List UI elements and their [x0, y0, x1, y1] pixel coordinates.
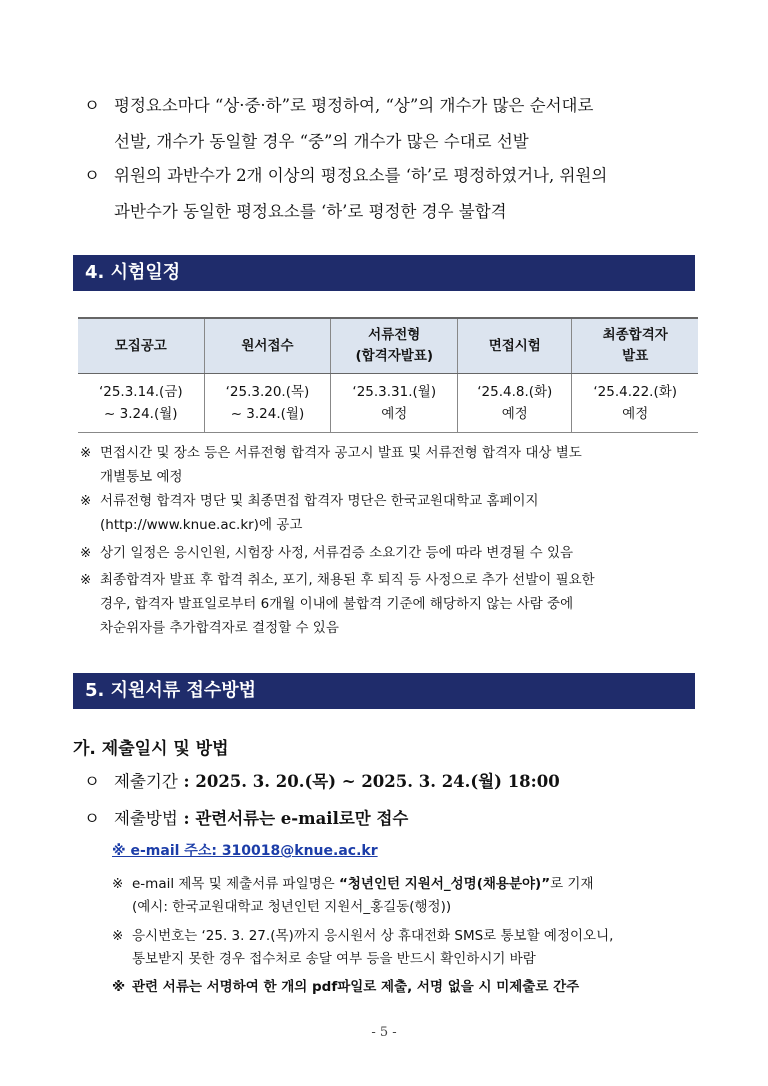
header-cell: 면접시험 — [458, 318, 572, 374]
method-colon: : — [177, 809, 196, 828]
bullet-marker: ㅇ — [84, 166, 100, 185]
req-text: 관련 서류는 서명하여 한 개의 pdf파일로 제출, 서명 없을 시 미제출로 간주 — [132, 979, 580, 995]
note-text: 개별통보 예정 — [100, 469, 183, 485]
date-cell: ‘25.3.20.(목) ~ 3.24.(월) — [204, 374, 331, 433]
section-5-header: 5. 지원서류 접수방법 — [73, 673, 695, 709]
bullet-marker: ㅇ — [84, 809, 100, 828]
period-label: 제출기간 — [114, 772, 178, 791]
period-colon: : — [177, 772, 196, 791]
date-cell: ‘25.4.22.(화) 예정 — [572, 374, 698, 433]
note-text: 최종합격자 발표 후 합격 취소, 포기, 채용된 후 퇴직 등 사정으로 추가 선발이 필요한 — [100, 572, 595, 588]
note-marker: ※ — [112, 928, 124, 944]
note-marker: ※ — [112, 979, 126, 995]
header-cell: 최종합격자 발표 — [572, 318, 698, 374]
schedule-header-row — [78, 318, 698, 374]
header-cell: 서류전형 (합격자발표) — [331, 318, 458, 374]
note-text: (http://www.knue.ac.kr)에 공고 — [100, 517, 303, 533]
submission-period — [84, 767, 560, 797]
bullet-marker: ㅇ — [84, 96, 100, 115]
schedule-note-3 — [80, 541, 696, 565]
req-bold-text: “청년인턴 지원서_성명(채용분야)” — [339, 876, 551, 892]
note-marker: ※ — [80, 445, 92, 461]
note-text: 상기 일정은 응시인원, 시험장 사정, 서류검증 소요기간 등에 따라 변경될 수 있음 — [100, 545, 574, 561]
header-cell: 원서접수 — [204, 318, 331, 374]
criteria-item-1 — [84, 88, 704, 160]
note-text: 면접시간 및 장소 등은 서류전형 합격자 공고시 발표 및 서류전형 합격자 대상 별도 — [100, 445, 582, 461]
schedule-table — [78, 317, 698, 433]
page-number: - 5 - — [371, 1025, 397, 1040]
criteria-item-2-line2: 과반수가 동일한 평정요소를 ‘하’로 평정한 경우 불합격 — [114, 202, 507, 221]
submission-method — [84, 804, 408, 834]
schedule-note-1 — [80, 441, 696, 489]
bullet-marker: ㅇ — [84, 772, 100, 791]
schedule-note-4 — [80, 568, 696, 640]
requirement-2 — [112, 925, 702, 971]
note-marker: ※ — [112, 876, 124, 892]
note-text: 서류전형 합격자 명단 및 최종면접 합격자 명단은 한국교원대학교 홈페이지 — [100, 493, 539, 509]
method-value: 관련서류는 e-mail로만 접수 — [195, 809, 409, 828]
schedule-note-2 — [80, 489, 696, 537]
criteria-item-1-line2: 선발, 개수가 동일할 경우 “중”의 개수가 많은 수대로 선발 — [114, 132, 529, 151]
req-text: e-mail 제목 및 제출서류 파일명은 — [132, 876, 340, 892]
note-text: 차순위자를 추가합격자로 결정할 수 있음 — [100, 620, 339, 636]
date-cell: ‘25.3.14.(금) ~ 3.24.(월) — [78, 374, 204, 433]
section-4-header: 4. 시험일정 — [73, 255, 695, 291]
date-cell: ‘25.3.31.(월) 예정 — [331, 374, 458, 433]
req-text: 통보받지 못한 경우 접수처로 송달 여부 등을 반드시 확인하시기 바람 — [132, 951, 536, 967]
subsection-heading: 가. 제출일시 및 방법 — [73, 739, 229, 759]
schedule-date-row — [78, 374, 698, 433]
criteria-item-1-line1: 평정요소마다 “상·중·하”로 평정하여, “상”의 개수가 많은 순서대로 — [114, 96, 594, 115]
req-text: (예시: 한국교원대학교 청년인턴 지원서_홍길동(행정)) — [132, 899, 452, 915]
req-text: 로 기재 — [550, 876, 594, 892]
note-marker: ※ — [80, 545, 92, 561]
req-text: 응시번호는 ‘25. 3. 27.(목)까지 응시원서 상 휴대전화 SMS로 통보할 예정이오니, — [132, 928, 614, 944]
criteria-item-2 — [84, 158, 704, 230]
note-text: 경우, 합격자 발표일로부터 6개월 이내에 불합격 기준에 해당하지 않는 사람 중에 — [100, 596, 574, 612]
email-address-link[interactable]: ※ e-mail 주소: 310018@knue.ac.kr — [112, 843, 378, 859]
criteria-item-2-line1: 위원의 과반수가 2개 이상의 평정요소를 ‘하’로 평정하였거나, 위원의 — [114, 166, 608, 185]
requirement-1 — [112, 873, 702, 919]
note-marker: ※ — [80, 493, 92, 509]
header-cell: 모집공고 — [78, 318, 204, 374]
method-label: 제출방법 — [114, 809, 178, 828]
note-marker: ※ — [80, 572, 92, 588]
period-value: 2025. 3. 20.(목) ~ 2025. 3. 24.(월) 18:00 — [195, 772, 560, 791]
date-cell: ‘25.4.8.(화) 예정 — [458, 374, 572, 433]
requirement-3 — [112, 976, 702, 999]
